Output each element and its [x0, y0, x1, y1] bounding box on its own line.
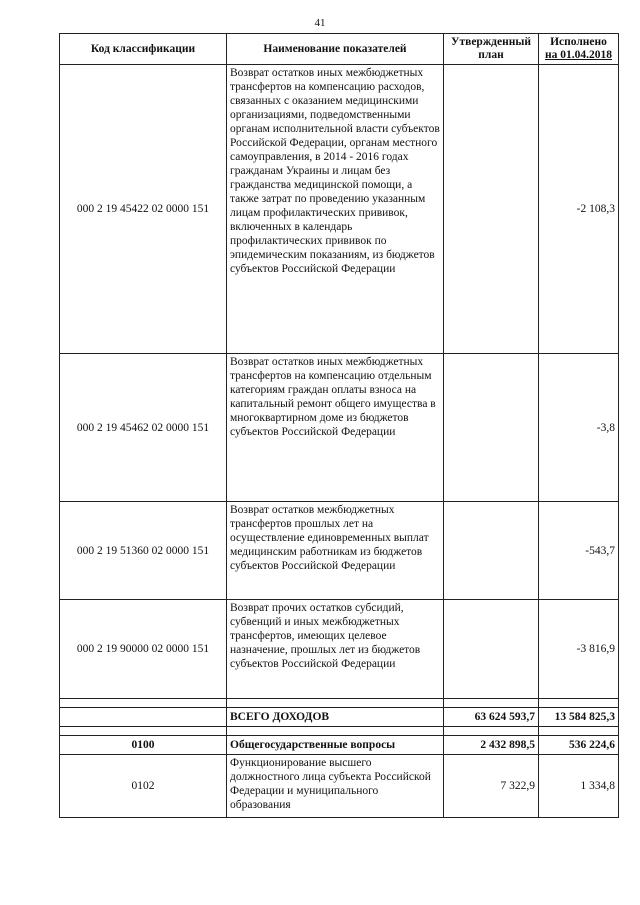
row-exec: -2 108,3 [539, 65, 619, 354]
header-code: Код классификации [60, 34, 227, 65]
row-plan [444, 65, 539, 354]
row-name: Возврат остатков иных межбюджетных трансфертов на компенсацию расходов, связанных с оказанием медицинскими организациями, подведомственными органам исполнительной власти субъектов Российской Федерации, органам местного самоуправления, в 2014 - 2016 годах гражданам Украины и лицам без гражданства медицинской помощи, а также затрат по проведению указанным лицам профилактических прививок, включенных в календарь профилактических прививок по эпидемическим показаниям, из бюджетов субъектов Российской Федерации [227, 65, 444, 354]
table-row [60, 65, 619, 354]
subsection-plan: 7 322,9 [444, 755, 539, 818]
total-code [60, 708, 227, 727]
section-exec: 536 224,6 [539, 736, 619, 755]
header-exec-line2: на 01.04.2018 [544, 49, 612, 61]
section-plan: 2 432 898,5 [444, 736, 539, 755]
row-exec: -543,7 [539, 502, 619, 600]
subsection-name: Функционирование высшего должностного лица субъекта Российской Федерации и муниципального образования [227, 755, 444, 818]
row-name: Возврат прочих остатков субсидий, субвенций и иных межбюджетных трансфертов, имеющих целевое назначение, прошлых лет из бюджетов субъектов Российской Федерации [227, 600, 444, 699]
header-plan-line2: план [478, 49, 504, 61]
spacer-cell [227, 699, 444, 708]
row-plan [444, 502, 539, 600]
row-code: 000 2 19 90000 02 0000 151 [60, 600, 227, 699]
header-plan [444, 34, 539, 65]
header-exec [539, 34, 619, 65]
row-code: 000 2 19 51360 02 0000 151 [60, 502, 227, 600]
spacer-row [60, 699, 619, 708]
spacer-cell [60, 699, 227, 708]
spacer-row [60, 727, 619, 736]
section-row [60, 736, 619, 755]
table-header-row [60, 34, 619, 65]
row-exec: -3 816,9 [539, 600, 619, 699]
subsection-code: 0102 [60, 755, 227, 818]
table-row [60, 354, 619, 502]
row-plan [444, 600, 539, 699]
row-exec: -3,8 [539, 354, 619, 502]
header-exec-line1: Исполнено [550, 36, 607, 48]
page-number: 41 [314, 17, 326, 29]
header-name: Наименование показателей [227, 34, 444, 65]
budget-table [59, 33, 619, 818]
header-plan-line1: Утвержденный [451, 36, 531, 48]
row-plan [444, 354, 539, 502]
row-name: Возврат остатков межбюджетных трансфертов прошлых лет на осуществление единовременных выплат медицинским работникам из бюджетов субъектов Российской Федерации [227, 502, 444, 600]
spacer-cell [60, 727, 227, 736]
spacer-cell [227, 727, 444, 736]
subsection-exec: 1 334,8 [539, 755, 619, 818]
row-name: Возврат остатков иных межбюджетных трансфертов на компенсацию отдельным категориям граждан оплаты взноса на капитальный ремонт общего имущества в многоквартирном доме из бюджетов субъектов Российской Федерации [227, 354, 444, 502]
total-plan: 63 624 593,7 [444, 708, 539, 727]
spacer-cell [539, 699, 619, 708]
section-name: Общегосударственные вопросы [227, 736, 444, 755]
total-row [60, 708, 619, 727]
section-code: 0100 [60, 736, 227, 755]
table-row [60, 600, 619, 699]
total-exec: 13 584 825,3 [539, 708, 619, 727]
row-code: 000 2 19 45462 02 0000 151 [60, 354, 227, 502]
subsection-row [60, 755, 619, 818]
spacer-cell [444, 699, 539, 708]
total-label: ВСЕГО ДОХОДОВ [227, 708, 444, 727]
table-row [60, 502, 619, 600]
spacer-cell [539, 727, 619, 736]
row-code: 000 2 19 45422 02 0000 151 [60, 65, 227, 354]
spacer-cell [444, 727, 539, 736]
